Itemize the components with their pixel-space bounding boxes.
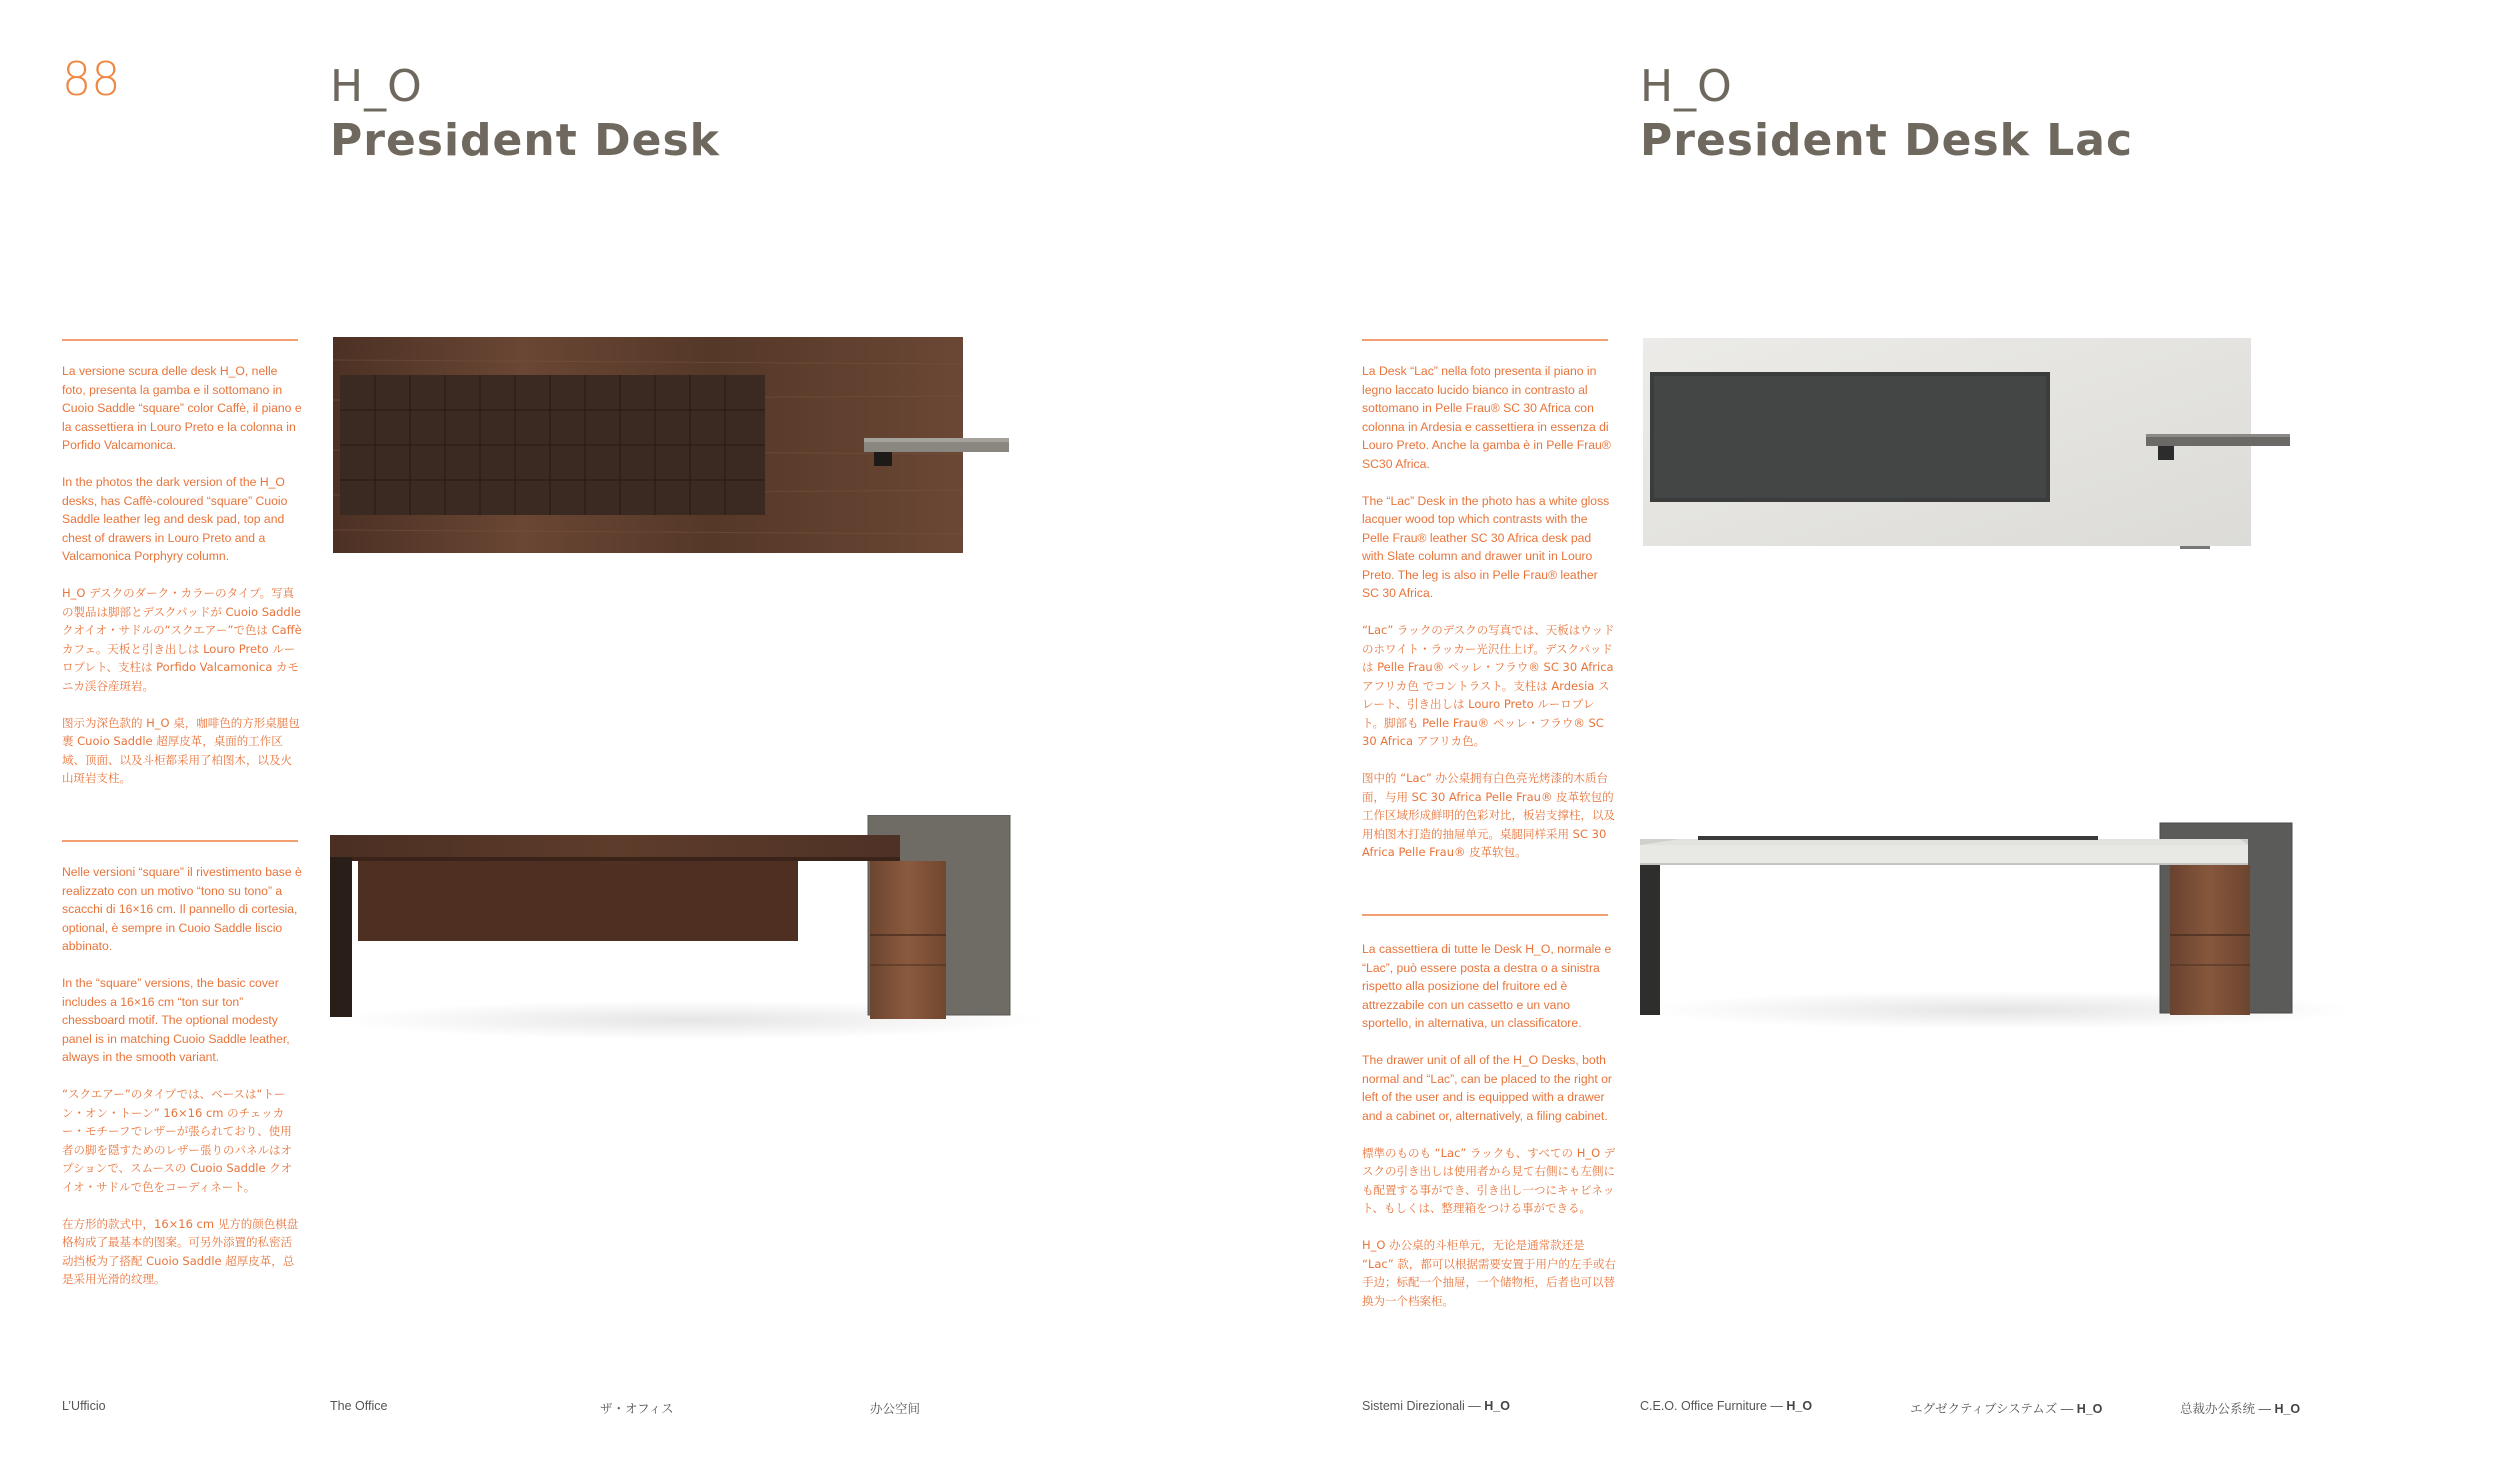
paragraph-english: In the “square” versions, the basic cover includes a 16×16 cm “ton sur ton” chessboard motif. The optional modesty panel is in matching Cuoio Saddle leather, always in the smooth variant. <box>62 976 290 1064</box>
footer-label: C.E.O. Office Furniture — <box>1640 1399 1787 1413</box>
right-title <box>1640 60 2133 168</box>
footer-label: エグゼクティブシステムズ — <box>1910 1402 2077 1416</box>
right-text-block-1 <box>1362 362 1616 880</box>
desk-top-edge <box>330 835 900 857</box>
paragraph-japanese: “スクエアー”のタイプでは、ベースは“トーン・オン・トーン” 16×16 cm のチェッカー・モチーフでレザーが張られており、使用者の脚を隠すためのレザー張りのパネルはオプションで、スムースの Cuoio Saddle クオイオ・サドルで色をコーディネート。 <box>62 1087 293 1194</box>
divider <box>62 840 298 842</box>
right-text-block-2 <box>1362 940 1616 1329</box>
paragraph-italian: Nelle versioni “square” il rivestimento base è realizzato con un motivo “tono su tono” a scacchi di 16×16 cm. Il pannello di cortesia, optional, è sempre in Cuoio Saddle liscio abbinato. <box>62 865 302 953</box>
drawer-unit <box>2170 865 2250 1015</box>
paragraph-english: The “Lac” Desk in the photo has a white gloss lacquer wood top which contrasts with the Pelle Frau® leather SC 30 Africa desk pad with Slate column and drawer unit in Louro Preto. The leg is also in Pelle Frau® leather SC 30 Africa. <box>1362 493 1610 600</box>
paragraph-chinese: 图中的 “Lac” 办公桌拥有白色亮光烤漆的木质台面，与用 SC 30 Africa Pelle Frau® 皮革软包的工作区域形成鲜明的色彩对比，板岩支撑柱，以及用柏图木打造的抽屉单元。桌腿同样采用 SC 30 Africa Pelle Frau® 皮革软包。 <box>1362 771 1615 859</box>
paragraph-italian: La cassettiera di tutte le Desk H_O, normale e “Lac”, può essere posta a destra o a sinistra rispetto alla posizione del fruitore ed è attrezzabile con un cassetto e un vano sportello, in alternativa, un classificatore. <box>1362 942 1612 1030</box>
footer-series: H_O <box>1484 1399 1510 1413</box>
footer-left-english: The Office <box>330 1399 388 1413</box>
paragraph-chinese: 在方形的款式中，16×16 cm 见方的颜色棋盘格构成了最基本的图案。可另外添置的私密活动挡板为了搭配 Cuoio Saddle 超厚皮革，总是采用光滑的纹理。 <box>62 1216 299 1286</box>
paragraph-chinese: 图示为深色款的 H_O 桌，咖啡色的方形桌腿包裹 Cuoio Saddle 超厚皮革，桌面的工作区域、顶面、以及斗柜都采用了柏图木，以及火山斑岩支柱。 <box>62 715 300 785</box>
lac-desk-front-view-image <box>1640 815 2360 1025</box>
footer-series: H_O <box>2076 1402 2103 1416</box>
footer-label: Sistemi Direzionali — <box>1362 1399 1485 1413</box>
right-series-name: H_O <box>1640 61 1733 112</box>
leather-leg <box>330 857 352 1017</box>
footer-left-japanese: ザ・オフィス <box>600 1402 674 1416</box>
paragraph-japanese: “Lac” ラックのデスクの写真では、天板はウッドのホワイト・ラッカー光沢仕上げ。デスクパッドは Pelle Frau® ペッレ・フラウ® SC 30 Africa アフリカ色 でコントラスト。支柱は Ardesia スレート、引き出しは Louro Preto ルーロプレト。脚部も Pelle Frau® ペッレ・フラウ® SC 30 Africa アフリカ色。 <box>1362 623 1615 748</box>
footer-left-chinese: 办公空间 <box>870 1402 921 1416</box>
footer-series: H_O <box>2274 1402 2301 1416</box>
modesty-panel <box>358 861 798 941</box>
left-text-block-1 <box>62 362 302 806</box>
footer-right-english <box>1640 1399 1812 1413</box>
paragraph-italian: La Desk “Lac” nella foto presenta il piano in legno laccato lucido bianco in contrasto al sottomano in Pelle Frau® SC 30 Africa con colonna in Ardesia e cassettiera in essenza di Louro Preto. Anche la gamba è in Pelle Frau® SC30 Africa. <box>1362 364 1611 471</box>
footer-series: H_O <box>1786 1399 1813 1413</box>
left-model-name: President Desk <box>330 115 720 166</box>
paragraph-chinese: H_O 办公桌的斗柜单元，无论是通常款还是 “Lac” 款，都可以根据需要安置于用户的左手或右手边；标配一个抽屉，一个储物柜，后者也可以替换为一个档案柜。 <box>1362 1238 1616 1308</box>
leather-leg <box>1640 865 1660 1015</box>
page-number: 88 <box>62 52 121 106</box>
footer-right-chinese <box>2180 1399 2300 1417</box>
right-model-name: President Desk Lac <box>1640 115 2134 166</box>
paragraph-english: In the photos the dark version of the H_O desks, has Caffè-coloured “square” Cuoio Saddle leather leg and desk pad, top and chest of drawers in Louro Preto and a Valcamonica Porphyry column. <box>62 475 288 563</box>
left-text-block-2 <box>62 863 302 1307</box>
paragraph-italian: La versione scura delle desk H_O, nelle foto, presenta la gamba e il sottomano in Cuoio Saddle “square” color Caffè, il piano e la cassettiera in Louro Preto e la colonna in Porfido Valcamonica. <box>62 364 302 452</box>
dark-desk-front-view-image <box>330 815 1050 1025</box>
footer-left-italian: L’Ufficio <box>62 1399 106 1413</box>
leather-desk-pad <box>1698 836 2098 840</box>
divider <box>1362 914 1608 916</box>
dark-desk-top-view-image <box>330 330 1010 560</box>
divider <box>1362 339 1608 341</box>
paragraph-english: The drawer unit of all of the H_O Desks, both normal and “Lac”, can be placed to the right or left of the user and is equipped with a drawer and a cabinet or, alternatively, a filing cabinet. <box>1362 1053 1612 1123</box>
divider <box>62 339 298 341</box>
paragraph-japanese: 標準のものも “Lac” ラックも、すべての H_O デスクの引き出しは使用者から見て右側にも左側にも配置する事ができ、引き出し一つにキャビネット、もしくは、整理箱をつける事ができる。 <box>1362 1145 1616 1215</box>
left-title <box>330 60 720 168</box>
left-series-name: H_O <box>330 61 423 112</box>
paragraph-japanese: H_O デスクのダーク・カラーのタイプ。写真の製品は脚部とデスクパッドが Cuoio Saddle クオイオ・サドルの“スクエアー”で色は Caffè カフェ。天板と引き出しは Louro Preto ルーロプレト、支柱は Porfido Valcamonica カモニカ渓谷産斑岩。 <box>62 586 302 693</box>
drawer-unit <box>870 861 946 1019</box>
footer-right-italian <box>1362 1399 1510 1413</box>
lac-desk-top-view-image <box>1640 330 2320 560</box>
footer-label: 总裁办公系统 — <box>2180 1402 2275 1416</box>
footer-right-japanese <box>1910 1399 2102 1417</box>
